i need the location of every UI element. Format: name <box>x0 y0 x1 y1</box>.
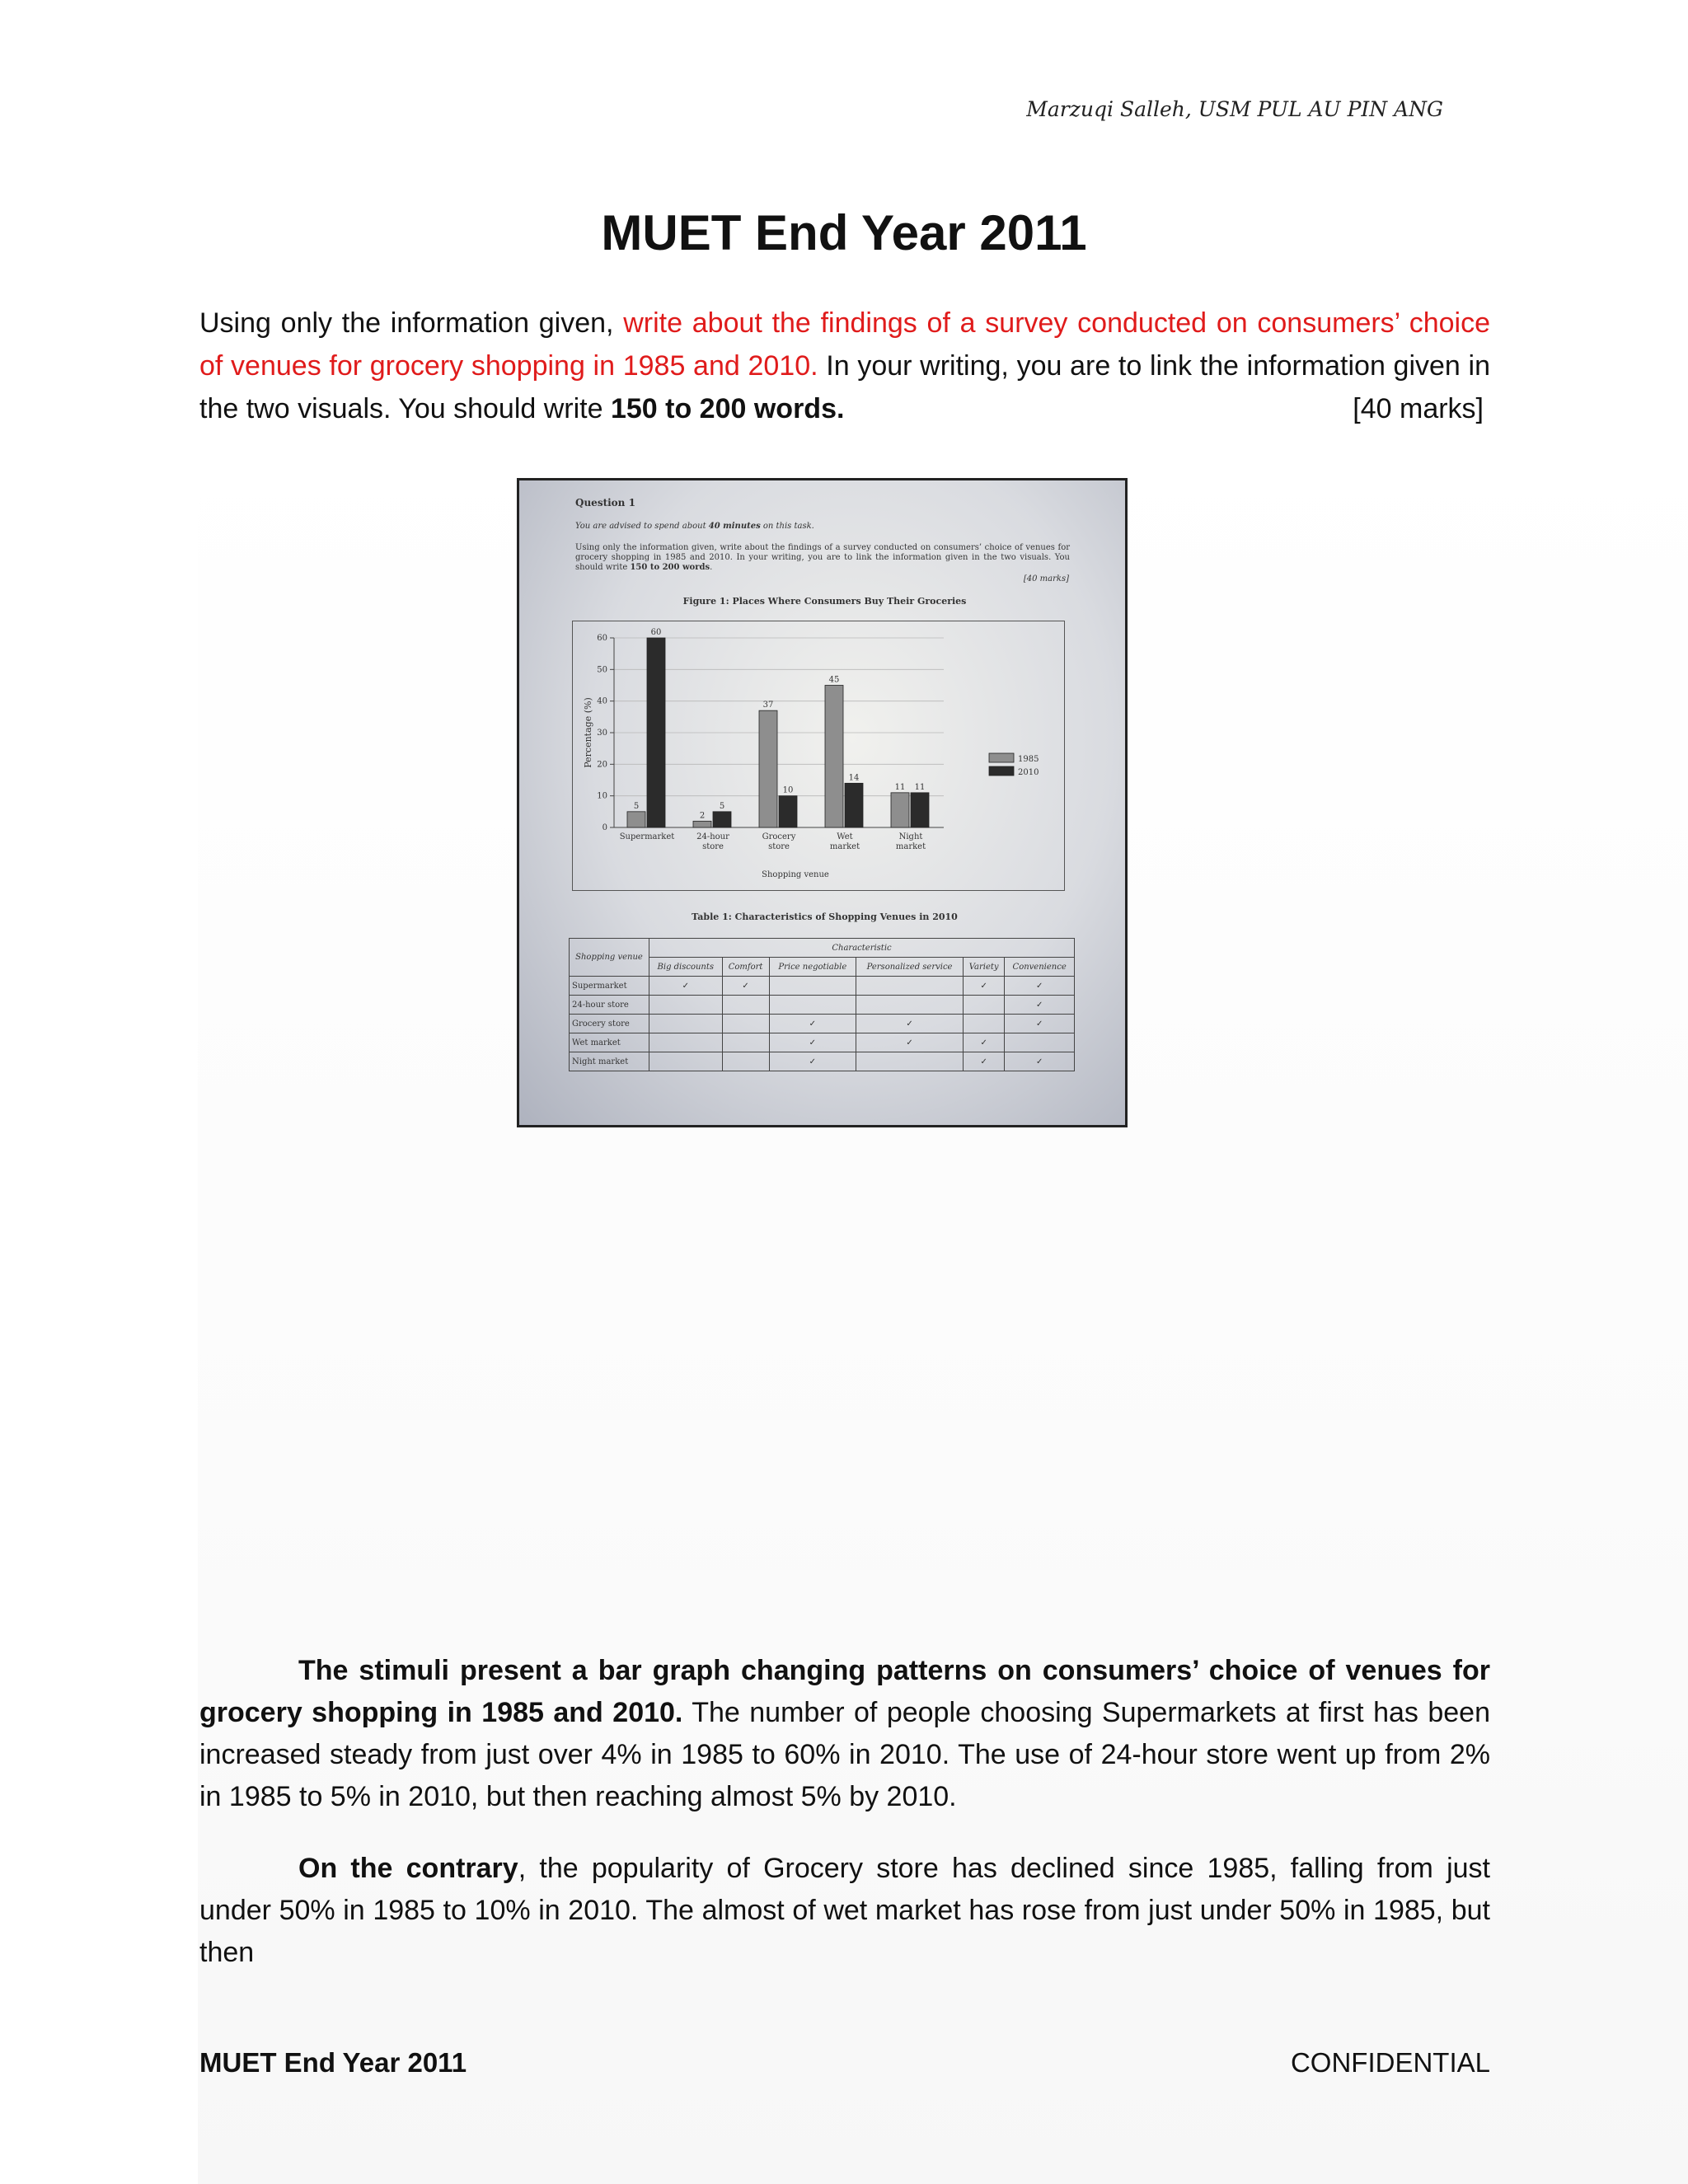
bar-1985-grocery-store <box>759 710 777 827</box>
check-cell: ✓ <box>856 1015 964 1033</box>
check-cell <box>769 996 856 1015</box>
x-tick-label: store <box>702 842 724 851</box>
check-cell <box>769 977 856 996</box>
table-row <box>570 1015 1075 1033</box>
column-header: Comfort <box>722 958 769 977</box>
check-cell: ✓ <box>964 1052 1005 1071</box>
column-header: Convenience <box>1005 958 1075 977</box>
check-cell: ✓ <box>769 1015 856 1033</box>
header-note: Marzuqi Salleh, USM PUL AU PIN ANG <box>1026 97 1443 121</box>
data-label: 2 <box>699 811 706 821</box>
table-row <box>570 1033 1075 1052</box>
legend-label: 2010 <box>1018 768 1039 777</box>
data-label: 5 <box>633 801 640 811</box>
check-cell: ✓ <box>769 1033 856 1052</box>
question-heading: Question 1 <box>575 497 635 509</box>
instructions-marks: [40 marks] <box>1353 393 1484 424</box>
paragraph1-bold: The stimuli present a bar graph changing patterns on consumers’ choice of venues for grocery shopping in 1985 and 2010. <box>199 1655 1490 1728</box>
question-body-text: Using only the information given, write about the findings of a survey conducted on consumers’ choice of venues for grocery shopping in 1985 and 2010. In your writing, you are to link the information given in the two visuals. You should write <box>575 543 1070 572</box>
y-tick-label: 20 <box>597 760 607 770</box>
venue-cell: Night market <box>570 1052 649 1071</box>
legend-label: 1985 <box>1018 755 1039 764</box>
question-body-bold: 150 to 200 words <box>630 563 710 572</box>
check-cell <box>856 1052 964 1071</box>
answer-paragraph-2 <box>199 1848 1490 1974</box>
check-cell <box>856 996 964 1015</box>
advice-before: You are advised to spend about <box>575 522 709 531</box>
bar-1985-night-market <box>891 793 909 827</box>
y-tick-label: 60 <box>597 634 607 643</box>
legend-swatch-2010 <box>989 766 1014 776</box>
check-cell: ✓ <box>769 1052 856 1071</box>
data-label: 10 <box>782 785 794 795</box>
venue-cell: 24-hour store <box>570 996 649 1015</box>
bar-1985-24-hour-store <box>693 821 711 827</box>
x-axis-label: Shopping venue <box>762 870 829 879</box>
table-row <box>570 977 1075 996</box>
bar-2010-grocery-store <box>779 796 797 827</box>
instructions-word-count: 150 to 200 words. <box>610 393 845 424</box>
x-tick-label: market <box>895 842 926 851</box>
answer-paragraph-1 <box>199 1650 1490 1818</box>
paragraph2-bold: On the contrary <box>298 1853 518 1884</box>
column-header: Personalized service <box>856 958 964 977</box>
x-tick-label: Supermarket <box>619 832 675 841</box>
check-cell <box>722 1052 769 1071</box>
data-label: 37 <box>762 701 774 710</box>
footer-title: MUET End Year 2011 <box>199 2047 467 2078</box>
y-tick-label: 40 <box>597 696 607 706</box>
question-advice <box>575 522 814 531</box>
instructions-middle: In your writing, you are to link the information given in the two visuals. You should write <box>199 350 1491 424</box>
legend-swatch-1985 <box>989 753 1014 762</box>
bar-1985-supermarket <box>627 812 645 827</box>
column-header: Price negotiable <box>769 958 856 977</box>
check-cell <box>964 996 1005 1015</box>
bar-chart-frame <box>572 621 1065 891</box>
venue-cell: Wet market <box>570 1033 649 1052</box>
characteristics-table <box>569 938 1075 1071</box>
check-cell: ✓ <box>1005 1052 1075 1071</box>
venue-cell: Grocery store <box>570 1015 649 1033</box>
paragraph2-text: , the popularity of Grocery store has declined since 1985, falling from just under 50% in 1985 to 10% in 2010. The almost of wet market has rose from just under 50% in 1985, but then <box>199 1853 1490 1968</box>
bar-chart <box>573 621 1063 889</box>
check-cell: ✓ <box>964 977 1005 996</box>
question-body: Using only the information given, write about the findings of a survey conducted on consumers’ choice of venues for grocery shopping in 1985 and 2010. In your writing, you are to link the information given in the two visuals. You should write 150 to 200 words. <box>575 543 1070 572</box>
check-cell: ✓ <box>1005 977 1075 996</box>
check-cell <box>649 996 723 1015</box>
y-tick-label: 50 <box>597 665 607 675</box>
data-label: 11 <box>914 782 926 792</box>
check-cell <box>649 1052 723 1071</box>
column-header: Big discounts <box>649 958 723 977</box>
check-cell: ✓ <box>649 977 723 996</box>
table-row <box>570 1052 1075 1071</box>
paragraph1-text: The number of people choosing Supermarkets at first has been increased steady from just over 4% in 1985 to 60% in 2010. The use of 24-hour store went up from 2% in 1985 to 5% in 2010, but then reaching almost 5% by 2010. <box>199 1697 1490 1812</box>
column-header: Variety <box>964 958 1005 977</box>
bar-2010-24-hour-store <box>713 812 731 827</box>
check-cell <box>856 977 964 996</box>
check-cell <box>1005 1033 1075 1052</box>
data-label: 5 <box>719 801 725 811</box>
check-cell <box>649 1033 723 1052</box>
instructions-intro: Using only the information given, <box>199 307 624 339</box>
advice-after: on this task. <box>760 522 814 531</box>
bar-2010-wet-market <box>845 783 863 827</box>
check-cell <box>722 1033 769 1052</box>
venue-cell: Supermarket <box>570 977 649 996</box>
check-cell <box>722 996 769 1015</box>
question-marks: [40 marks] <box>1023 574 1069 583</box>
x-tick-label: Night <box>898 832 923 841</box>
footer-confidential: CONFIDENTIAL <box>1290 2047 1490 2078</box>
bar-2010-supermarket <box>647 638 665 827</box>
y-axis-label: Percentage (%) <box>583 697 593 768</box>
instructions-highlight: write about the findings of a survey conducted on consumers’ choice of venues for grocery shopping in 1985 and 2010. <box>199 307 1490 382</box>
x-tick-label: Grocery <box>762 832 796 841</box>
y-tick-label: 30 <box>597 729 607 738</box>
y-tick-label: 10 <box>597 791 607 801</box>
check-cell: ✓ <box>856 1033 964 1052</box>
figure-title: Figure 1: Places Where Consumers Buy Their Groceries <box>682 596 967 607</box>
check-cell <box>964 1015 1005 1033</box>
table-title: Table 1: Characteristics of Shopping Venues in 2010 <box>692 912 958 922</box>
bar-2010-night-market <box>911 793 929 827</box>
corner-header: Shopping venue <box>570 939 649 977</box>
y-tick-label: 0 <box>602 823 607 832</box>
check-cell: ✓ <box>1005 1015 1075 1033</box>
table-row <box>570 996 1075 1015</box>
task-instructions <box>199 302 1490 430</box>
check-cell: ✓ <box>1005 996 1075 1015</box>
exam-paper-photo <box>517 478 1128 1127</box>
data-label: 60 <box>650 628 662 637</box>
x-tick-label: market <box>829 842 860 851</box>
check-cell: ✓ <box>722 977 769 996</box>
check-cell: ✓ <box>964 1033 1005 1052</box>
check-cell <box>722 1015 769 1033</box>
check-cell <box>649 1015 723 1033</box>
bar-1985-wet-market <box>825 686 843 828</box>
x-tick-label: 24-hour <box>696 832 729 841</box>
page-title: MUET End Year 2011 <box>601 205 1087 260</box>
x-tick-label: Wet <box>837 832 853 841</box>
data-label: 14 <box>848 773 860 783</box>
x-tick-label: store <box>768 842 790 851</box>
group-header: Characteristic <box>649 939 1075 958</box>
data-label: 11 <box>894 782 906 792</box>
advice-bold: 40 minutes <box>708 522 761 531</box>
data-label: 45 <box>828 675 840 685</box>
